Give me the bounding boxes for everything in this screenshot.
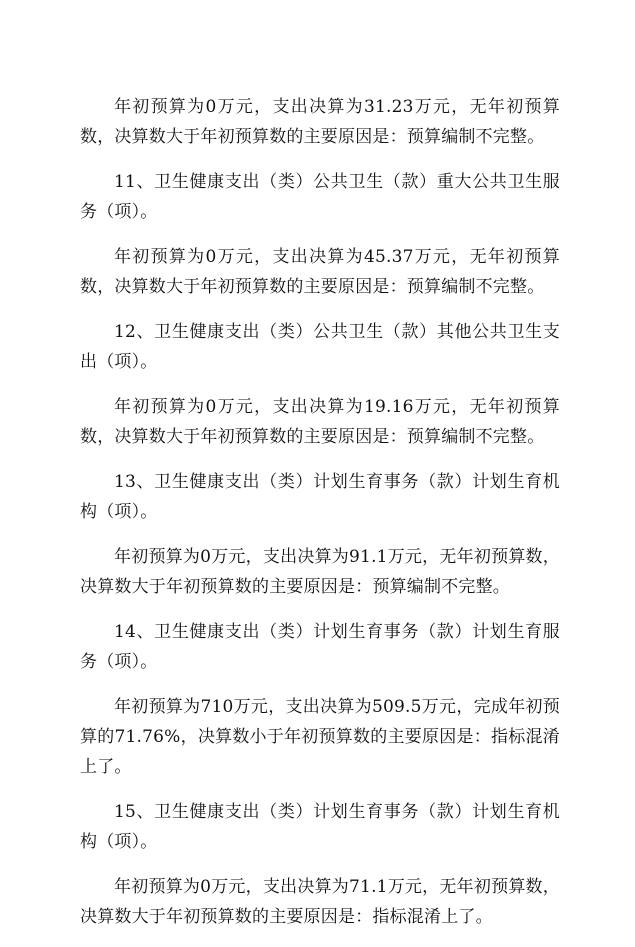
- heading-item-12: 12、卫生健康支出（类）公共卫生（款）其他公共卫生支出（项）。: [80, 322, 560, 372]
- document-body: [80, 92, 560, 947]
- paragraph-budget-71-1: 年初预算为0万元，支出决算为71.1万元，无年初预算数，决算数大于年初预算数的主要原因是：指标混淆上了。: [80, 877, 560, 927]
- heading-item-14: 14、卫生健康支出（类）计划生育事务（款）计划生育服务（项）。: [80, 622, 560, 672]
- paragraph-budget-31-23: 年初预算为0万元，支出决算为31.23万元，无年初预算数，决算数大于年初预算数的主要原因是：预算编制不完整。: [80, 97, 560, 147]
- paragraph-budget-45-37: 年初预算为0万元，支出决算为45.37万元，无年初预算数，决算数大于年初预算数的主要原因是：预算编制不完整。: [80, 247, 560, 297]
- heading-item-11: 11、卫生健康支出（类）公共卫生（款）重大公共卫生服务（项）。: [80, 172, 560, 222]
- heading-item-15: 15、卫生健康支出（类）计划生育事务（款）计划生育机构（项）。: [80, 802, 560, 852]
- paragraph-budget-19-16: 年初预算为0万元，支出决算为19.16万元，无年初预算数，决算数大于年初预算数的主要原因是：预算编制不完整。: [80, 397, 560, 447]
- heading-item-13: 13、卫生健康支出（类）计划生育事务（款）计划生育机构（项）。: [80, 472, 560, 522]
- paragraph-budget-509-5: 年初预算为710万元，支出决算为509.5万元，完成年初预算的71.76%，决算数小于年初预算数的主要原因是：指标混淆上了。: [80, 697, 560, 777]
- paragraph-budget-91-1: 年初预算为0万元，支出决算为91.1万元，无年初预算数，决算数大于年初预算数的主要原因是：预算编制不完整。: [80, 547, 560, 597]
